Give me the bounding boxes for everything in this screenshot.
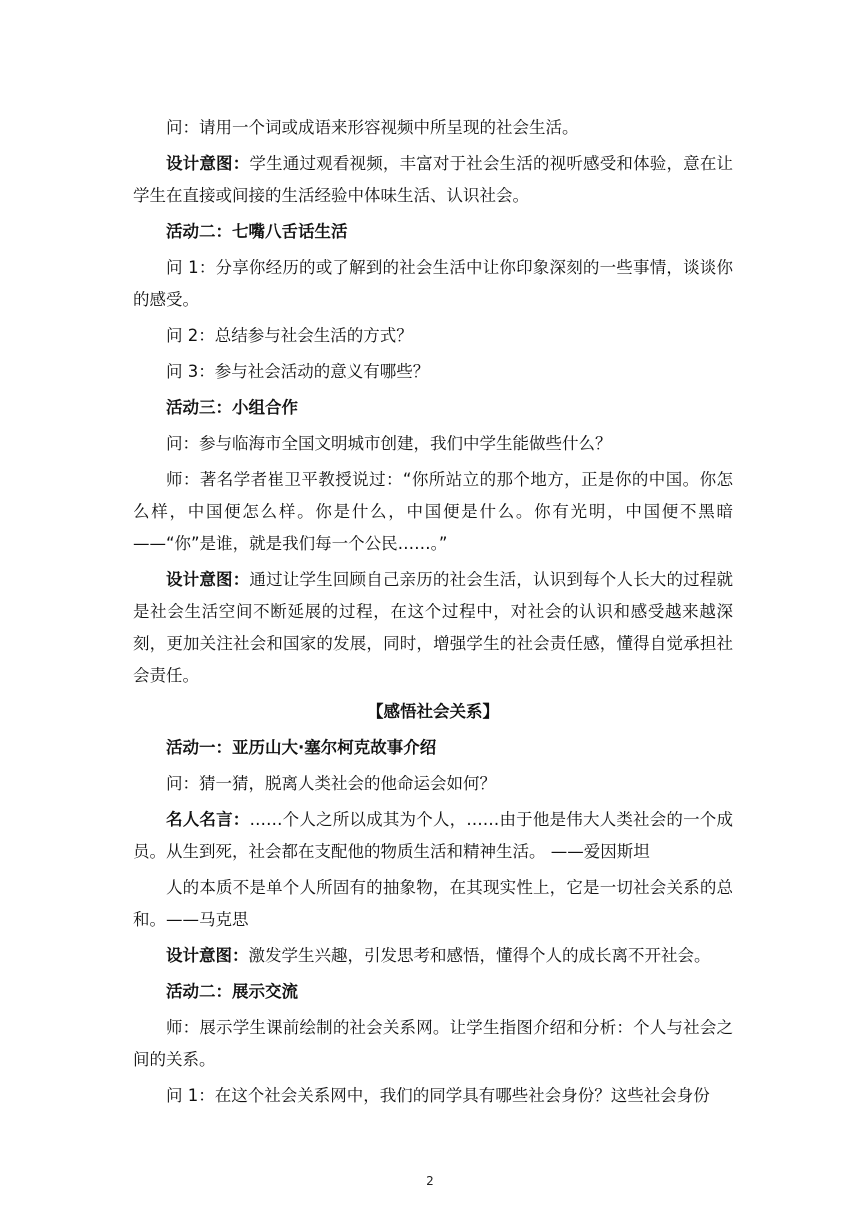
paragraph: 师：展示学生课前绘制的社会关系网。让学生指图介绍和分析：个人与社会之间的关系。	[133, 1018, 733, 1069]
document-body	[133, 112, 733, 1112]
activity-heading: 活动三：小组合作	[166, 398, 298, 417]
page-number: 2	[426, 1174, 434, 1188]
paragraph: 问 1：在这个社会关系网中，我们的同学具有哪些社会身份？这些社会身份	[166, 1086, 710, 1105]
activity-heading: 活动二：七嘴八舌话生活	[166, 222, 348, 241]
paragraph: 问 3：参与社会活动的意义有哪些？	[166, 362, 430, 381]
paragraph: 问 2：总结参与社会生活的方式？	[166, 326, 413, 345]
paragraph-design-intent: 设计意图：激发学生兴趣，引发思考和感悟，懂得个人的成长离不开社会。	[166, 946, 711, 965]
paragraph-famous-quote: 名人名言：……个人之所以成其为个人，……由于他是伟大人类社会的一个成员。从生到死，社会都在支配他的物质生活和精神生活。 ——爱因斯坦	[133, 810, 734, 861]
paragraph-quote: 师：著名学者崔卫平教授说过：“你所站立的那个地方，正是你的中国。你怎么样，中国便怎么样。你是什么，中国便是什么。你有光明，中国便不黑暗——“你”是谁，就是我们每一个公民……。”	[133, 470, 733, 553]
paragraph: 问：参与临海市全国文明城市创建，我们中学生能做些什么？	[166, 434, 612, 453]
paragraph-quote: 人的本质不是单个人所固有的抽象物，在其现实性上，它是一切社会关系的总和。——马克思	[133, 878, 733, 929]
section-heading: 【感悟社会关系】	[367, 702, 499, 721]
activity-heading: 活动一：亚历山大·塞尔柯克故事介绍	[166, 738, 437, 757]
paragraph: 问 1：分享你经历的或了解到的社会生活中让你印象深刻的一些事情，谈谈你的感受。	[133, 258, 733, 309]
paragraph-design-intent: 设计意图：学生通过观看视频，丰富对于社会生活的视听感受和体验，意在让学生在直接或间接的生活经验中体味生活、认识社会。	[133, 154, 734, 205]
paragraph: 问：请用一个词或成语来形容视频中所呈现的社会生活。	[166, 118, 579, 137]
activity-heading: 活动二：展示交流	[166, 982, 298, 1001]
paragraph-design-intent: 设计意图：通过让学生回顾自己亲历的社会生活，认识到每个人长大的过程就是社会生活空间不断延展的过程，在这个过程中，对社会的认识和感受越来越深刻，更加关注社会和国家的发展，同时，增强学生的社会责任感，懂得自觉承担社会责任。	[133, 570, 734, 685]
paragraph: 问：猜一猜，脱离人类社会的他命运会如何？	[166, 774, 496, 793]
